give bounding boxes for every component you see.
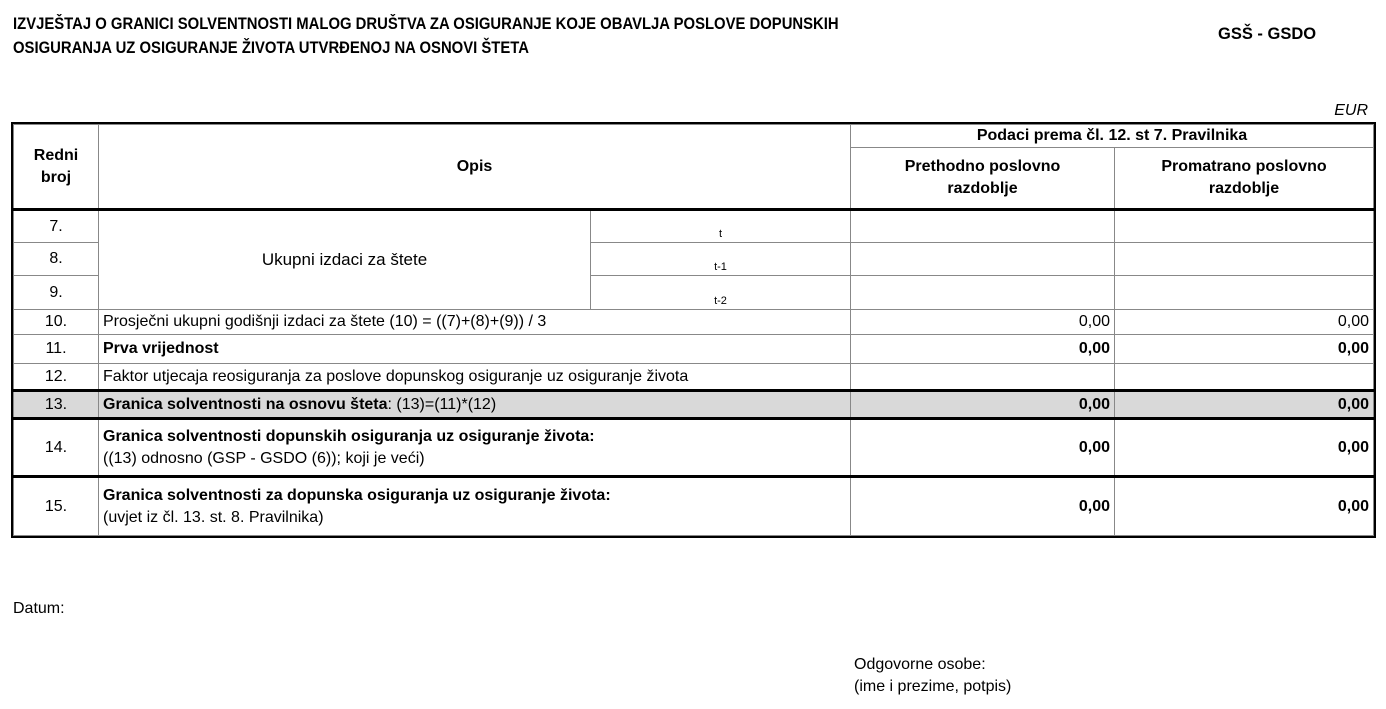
value-prom-13: 0,00 <box>1115 391 1374 419</box>
input-prom-12[interactable] <box>1115 364 1374 391</box>
value-prev-10: 0,00 <box>851 310 1115 335</box>
value-prom-11: 0,00 <box>1115 335 1374 364</box>
header-redni-broj: Redni broj <box>14 125 99 210</box>
group-label: Ukupni izdaci za štete <box>99 210 591 310</box>
value-prev-14: 0,00 <box>851 419 1115 477</box>
row-desc: Faktor utjecaja reosiguranja za poslove dopunskog osiguranje uz osiguranje života <box>99 364 851 391</box>
row-no: 7. <box>14 210 99 243</box>
row-no: 13. <box>14 391 99 419</box>
date-label: Datum: <box>13 600 65 617</box>
value-prev-11: 0,00 <box>851 335 1115 364</box>
title-line-1: IZVJEŠTAJ O GRANICI SOLVENTNOSTI MALOG DRUŠTVA ZA OSIGURANJE KOJE OBAVLJA POSLOVE DOPUNSKIH <box>13 15 839 33</box>
value-prev-15: 0,00 <box>851 477 1115 536</box>
row-no: 9. <box>14 276 99 310</box>
input-prev-8[interactable] <box>851 243 1115 276</box>
row-no: 10. <box>14 310 99 335</box>
input-prom-8[interactable] <box>1115 243 1374 276</box>
report-title <box>13 12 839 60</box>
input-prev-12[interactable] <box>851 364 1115 391</box>
solvency-table <box>13 124 1374 536</box>
value-prev-13: 0,00 <box>851 391 1115 419</box>
row-desc: Granica solventnosti dopunskih osiguranja uz osiguranje života: ((13) odnosno (GSP - GSDO (6)); koji je veći) <box>99 419 851 477</box>
input-prev-7[interactable] <box>851 210 1115 243</box>
value-prom-14: 0,00 <box>1115 419 1374 477</box>
input-prom-7[interactable] <box>1115 210 1374 243</box>
row-desc: Prva vrijednost <box>99 335 851 364</box>
header-group: Podaci prema čl. 12. st 7. Pravilnika <box>851 125 1374 148</box>
header-promatrano: Promatrano poslovno razdoblje <box>1115 148 1374 210</box>
row-desc: Prosječni ukupni godišnji izdaci za štete (10) = ((7)+(8)+(9)) / 3 <box>99 310 851 335</box>
value-prom-10: 0,00 <box>1115 310 1374 335</box>
value-prom-15: 0,00 <box>1115 477 1374 536</box>
period-label: t <box>591 210 851 243</box>
row-no: 11. <box>14 335 99 364</box>
form-code: GSŠ - GSDO <box>1218 25 1317 43</box>
currency-label: EUR <box>1334 102 1368 119</box>
period-label: t-2 <box>591 276 851 310</box>
title-line-2: OSIGURANJA UZ OSIGURANJE ŽIVOTA UTVRĐENOJ NA OSNOVI ŠTETA <box>13 39 529 57</box>
row-no: 15. <box>14 477 99 536</box>
input-prom-9[interactable] <box>1115 276 1374 310</box>
header-prethodno: Prethodno poslovno razdoblje <box>851 148 1115 210</box>
header-opis: Opis <box>99 125 851 210</box>
row-no: 12. <box>14 364 99 391</box>
input-prev-9[interactable] <box>851 276 1115 310</box>
period-label: t-1 <box>591 243 851 276</box>
row-no: 14. <box>14 419 99 477</box>
responsible-persons: Odgovorne osobe: (ime i prezime, potpis) <box>854 656 1012 695</box>
row-no: 8. <box>14 243 99 276</box>
row-desc: Granica solventnosti za dopunska osiguranja uz osiguranje života: (uvjet iz čl. 13. st. 8. Pravilnika) <box>99 477 851 536</box>
row-desc: Granica solventnosti na osnovu šteta: (13)=(11)*(12) <box>99 391 851 419</box>
